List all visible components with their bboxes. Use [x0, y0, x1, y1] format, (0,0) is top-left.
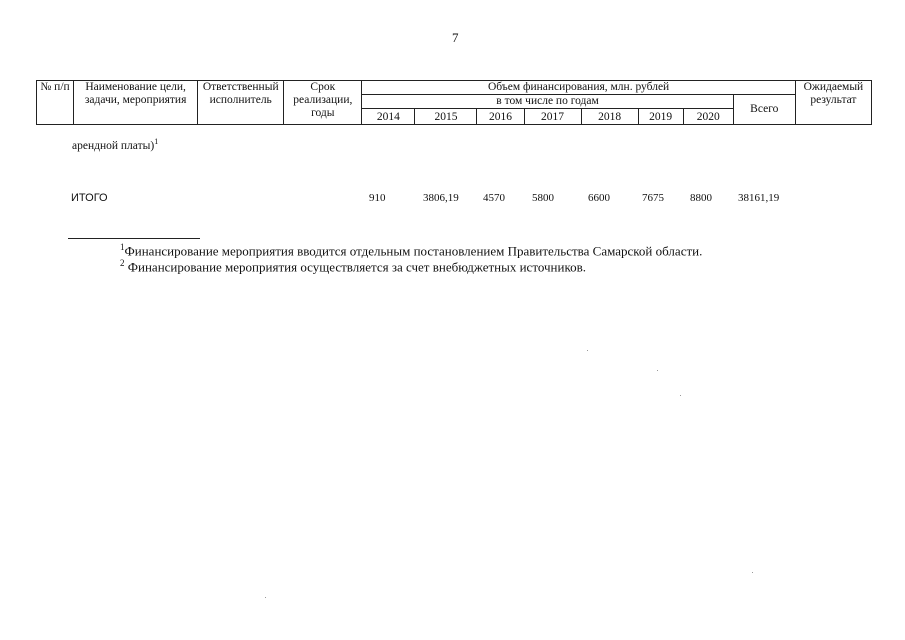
header-number: № п/п [37, 81, 74, 125]
total-value-2018: 6600 [588, 192, 610, 204]
page-number: 7 [452, 30, 459, 45]
header-year: 2016 [477, 109, 524, 125]
continuation-text-body: арендной платы) [72, 139, 155, 152]
header-responsible: Ответственный исполнитель [198, 81, 284, 125]
header-year: 2018 [581, 109, 638, 125]
footnote-mark: 2 [120, 258, 125, 268]
header-year: 2014 [362, 109, 415, 125]
financing-table-header [36, 80, 872, 125]
header-by-years: в том числе по годам [362, 95, 733, 109]
total-value-2016: 4570 [483, 192, 505, 204]
header-result: Ожидаемый результат [795, 81, 871, 125]
total-value-2015: 3806,19 [423, 192, 459, 204]
header-name: Наименование цели, задачи, мероприятия [74, 81, 198, 125]
total-value-all: 38161,19 [738, 192, 780, 204]
scan-speck [752, 572, 753, 573]
footnote-2 [120, 258, 586, 275]
scan-speck [265, 597, 266, 598]
total-row [0, 192, 905, 208]
footnote-text: Финансирование мероприятия осуществляется за счет внебюджетных источников. [127, 259, 586, 275]
scan-speck [587, 350, 588, 351]
footnote-mark: 1 [154, 137, 159, 146]
header-year: 2015 [415, 109, 477, 125]
header-total: Всего [733, 95, 795, 125]
header-year: 2017 [524, 109, 581, 125]
header-year: 2019 [638, 109, 683, 125]
total-value-2019: 7675 [642, 192, 664, 204]
total-value-2017: 5800 [532, 192, 554, 204]
total-label: ИТОГО [71, 192, 108, 204]
footnote-text: Финансирование мероприятия вводится отдельным постановлением Правительства Самарской области. [124, 243, 703, 259]
continuation-text [72, 137, 158, 152]
scan-speck [657, 370, 658, 371]
scan-speck [680, 395, 681, 396]
total-value-2014: 910 [369, 192, 386, 204]
header-financing: Объем финансирования, млн. рублей [362, 81, 795, 95]
footnote-divider [68, 238, 200, 239]
header-period: Срок реализации, годы [284, 81, 362, 125]
footnote-1 [120, 242, 702, 259]
footnote-mark: 1 [120, 242, 125, 252]
header-year: 2020 [683, 109, 733, 125]
total-value-2020: 8800 [690, 192, 712, 204]
